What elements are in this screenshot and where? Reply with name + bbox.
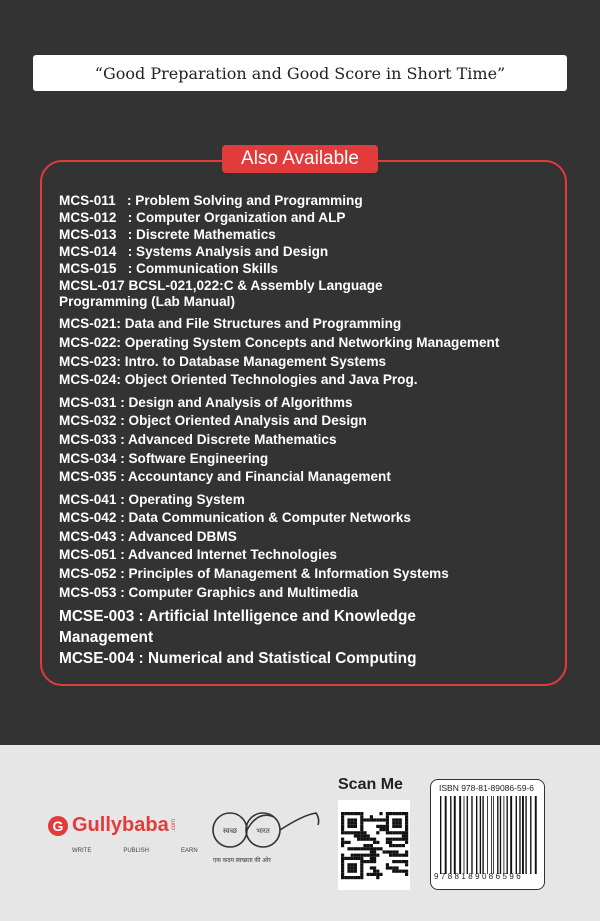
title-list-item: MCSE-004 : Numerical and Statistical Computing xyxy=(59,650,417,668)
title-list-item: MCS-032 : Object Oriented Analysis and Design xyxy=(59,413,367,429)
scan-me-label: Scan Me xyxy=(338,776,403,793)
title-list-item: MCS-033 : Advanced Discrete Mathematics xyxy=(59,431,337,447)
qr-code[interactable] xyxy=(338,800,410,890)
title-list-item: MCS-053 : Computer Graphics and Multimedia xyxy=(59,584,359,600)
also-available-title: Also Available xyxy=(222,145,378,173)
gullybaba-logo xyxy=(48,814,177,837)
isbn-label: ISBN 978-81-89086-59-6 xyxy=(439,783,534,793)
title-list-item: MCS-022: Operating System Concepts and Networking Management xyxy=(59,334,500,350)
title-list-item: MCS-035 : Accountancy and Financial Management xyxy=(59,469,391,485)
publisher-taglines xyxy=(72,848,198,854)
tagline: EARN xyxy=(181,848,198,854)
title-list-item: Programming (Lab Manual) xyxy=(59,294,235,310)
tagline-quote: “Good Preparation and Good Score in Short Time” xyxy=(33,55,567,91)
title-group xyxy=(59,491,559,603)
publisher-domain: .com xyxy=(170,818,177,832)
swachh-text: स्वच्छ xyxy=(222,828,238,835)
tagline: WRITE xyxy=(72,848,92,854)
title-list-item: MCS-024: Object Oriented Technologies and Java Prog. xyxy=(59,372,418,388)
title-list-item: Management xyxy=(59,629,154,647)
title-list-item: MCSL-017 BCSL-021,022:C & Assembly Language xyxy=(59,277,383,293)
swachh-slogan: एक कदम स्वच्छता की ओर xyxy=(213,858,271,864)
title-list-item: MCS-042 : Data Communication & Computer Networks xyxy=(59,510,411,526)
title-list-item: MCS-034 : Software Engineering xyxy=(59,450,269,466)
title-list-item: MCS-012 : Computer Organization and ALP xyxy=(59,209,346,225)
gullybaba-g-icon: G xyxy=(48,816,68,836)
title-list-item: MCS-023: Intro. to Database Management Systems xyxy=(59,353,387,369)
title-list-item: MCS-051 : Advanced Internet Technologies xyxy=(59,547,337,563)
title-list-item: MCS-011 : Problem Solving and Programming xyxy=(59,193,363,208)
swachh-bharat-logo xyxy=(208,805,323,860)
publisher-name: Gullybaba xyxy=(72,814,169,836)
title-list-item: MCS-014 : Systems Analysis and Design xyxy=(59,243,329,259)
isbn-barcode xyxy=(430,779,545,890)
tagline: PUBLISH xyxy=(123,848,150,854)
title-list-item: MCS-031 : Design and Analysis of Algorithms xyxy=(59,394,353,410)
spectacles-icon xyxy=(208,805,323,855)
title-group xyxy=(59,606,559,669)
title-list-item: MCS-052 : Principles of Management & Information Systems xyxy=(59,566,449,582)
title-list-item: MCS-013 : Discrete Mathematics xyxy=(59,226,276,242)
title-list-item: MCS-043 : Advanced DBMS xyxy=(59,528,237,544)
title-group xyxy=(59,193,559,311)
isbn-digits: 9788189086596 xyxy=(434,872,524,881)
title-list-item: MCS-021: Data and File Structures and Programming xyxy=(59,316,402,332)
title-list xyxy=(59,193,559,673)
title-list-item: MCS-015 : Communication Skills xyxy=(59,260,279,276)
title-group xyxy=(59,315,559,389)
title-list-item: MCS-041 : Operating System xyxy=(59,491,245,507)
barcode-bars xyxy=(440,796,537,874)
title-group xyxy=(59,394,559,487)
bharat-text: भारत xyxy=(256,828,270,835)
title-list-item: MCSE-003 : Artificial Intelligence and Knowledge xyxy=(59,608,416,626)
